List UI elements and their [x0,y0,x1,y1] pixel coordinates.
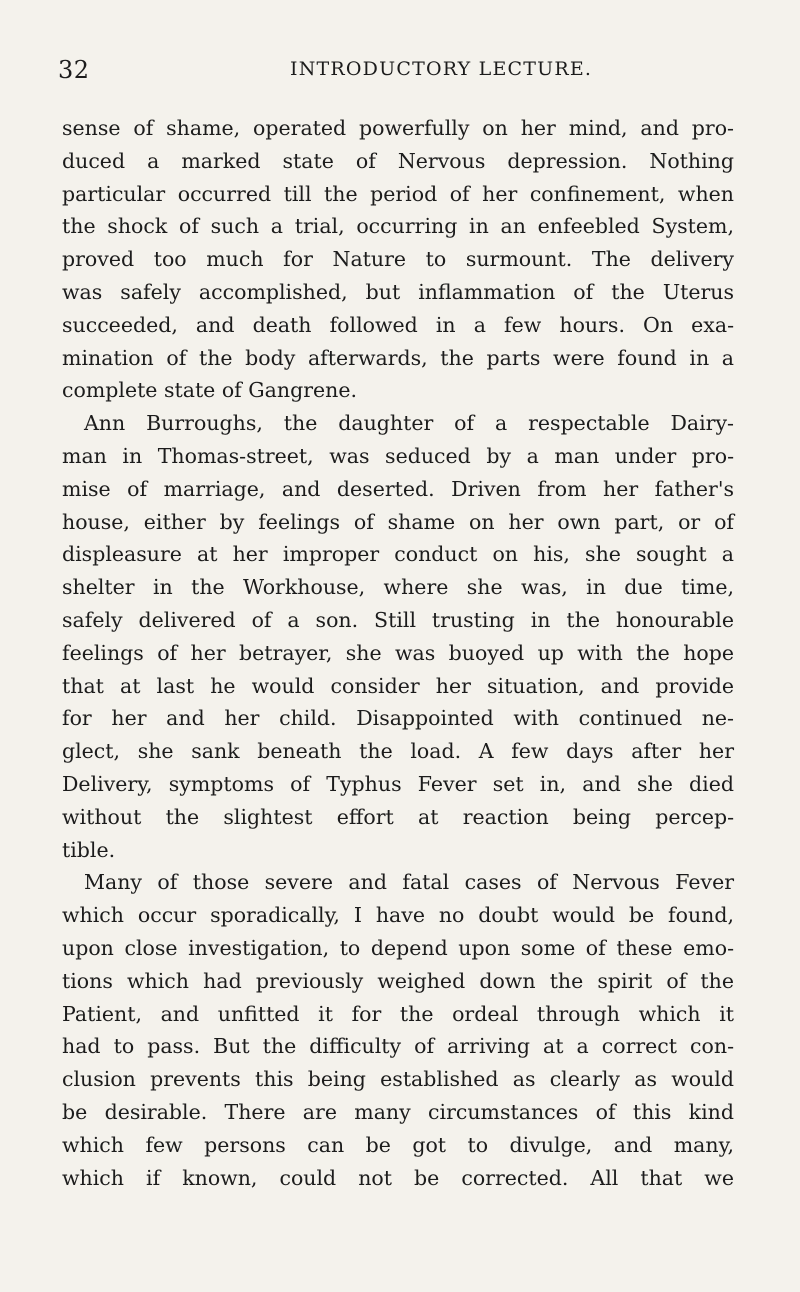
text-line: tible. [62,837,116,862]
text-line: Delivery, symptoms of Typhus Fever set in, and she died [62,771,734,796]
body-text [62,112,734,1194]
text-line: duced a marked state of Nervous depression. Nothing [62,148,734,173]
text-line: upon close investigation, to depend upon some of these emo- [62,935,734,960]
text-line: house, either by feelings of shame on her own part, or of [62,509,734,534]
text-line: displeasure at her improper conduct on his, she sought a [62,542,734,567]
text-line: man in Thomas-street, was seduced by a man under pro- [62,443,734,468]
text-line: glect, she sank beneath the load. A few days after her [62,739,734,764]
running-head [58,56,732,86]
text-line: for her and her child. Disappointed with continued ne- [62,706,734,731]
text-line: which if known, could not be corrected. All that we [62,1165,734,1190]
text-line: succeeded, and death followed in a few hours. On exa- [62,312,734,337]
text-line: shelter in the Workhouse, where she was, in due time, [62,575,734,600]
paragraph-start: Ann Burroughs, the daughter of a respectable Dairy- [84,411,734,436]
text-line: tions which had previously weighed down the spirit of the [62,968,734,993]
text-line: clusion prevents this being established as clearly as would [62,1067,734,1092]
text-line: had to pass. But the difficulty of arriving at a correct con- [62,1034,734,1059]
running-title: INTRODUCTORY LECTURE. [290,58,593,80]
text-line: was safely accomplished, but inflammation of the Uterus [62,279,734,304]
text-line: be desirable. There are many circumstances of this kind [62,1099,734,1124]
text-line: mise of marriage, and deserted. Driven from her father's [62,476,734,501]
text-line: the shock of such a trial, occurring in an enfeebled System, [62,214,734,239]
text-line: which few persons can be got to divulge, and many, [62,1132,734,1157]
paragraph-start: Many of those severe and fatal cases of Nervous Fever [84,870,734,895]
text-line: proved too much for Nature to surmount. The delivery [62,247,734,272]
text-line: mination of the body afterwards, the parts were found in a [62,345,734,370]
text-line: safely delivered of a son. Still trusting in the honourable [62,607,734,632]
text-line: that at last he would consider her situation, and provide [62,673,734,698]
text-line: particular occurred till the period of her confinement, when [62,181,734,206]
text-line: Patient, and unfitted it for the ordeal through which it [62,1001,734,1026]
text-line: which occur sporadically, I have no doubt would be found, [62,903,734,928]
text-line: complete state of Gangrene. [62,378,357,403]
text-line: feelings of her betrayer, she was buoyed up with the hope [62,640,734,665]
text-line: without the slightest effort at reaction being percep- [62,804,734,829]
page-number: 32 [58,56,90,84]
text-line: sense of shame, operated powerfully on her mind, and pro- [62,116,734,140]
